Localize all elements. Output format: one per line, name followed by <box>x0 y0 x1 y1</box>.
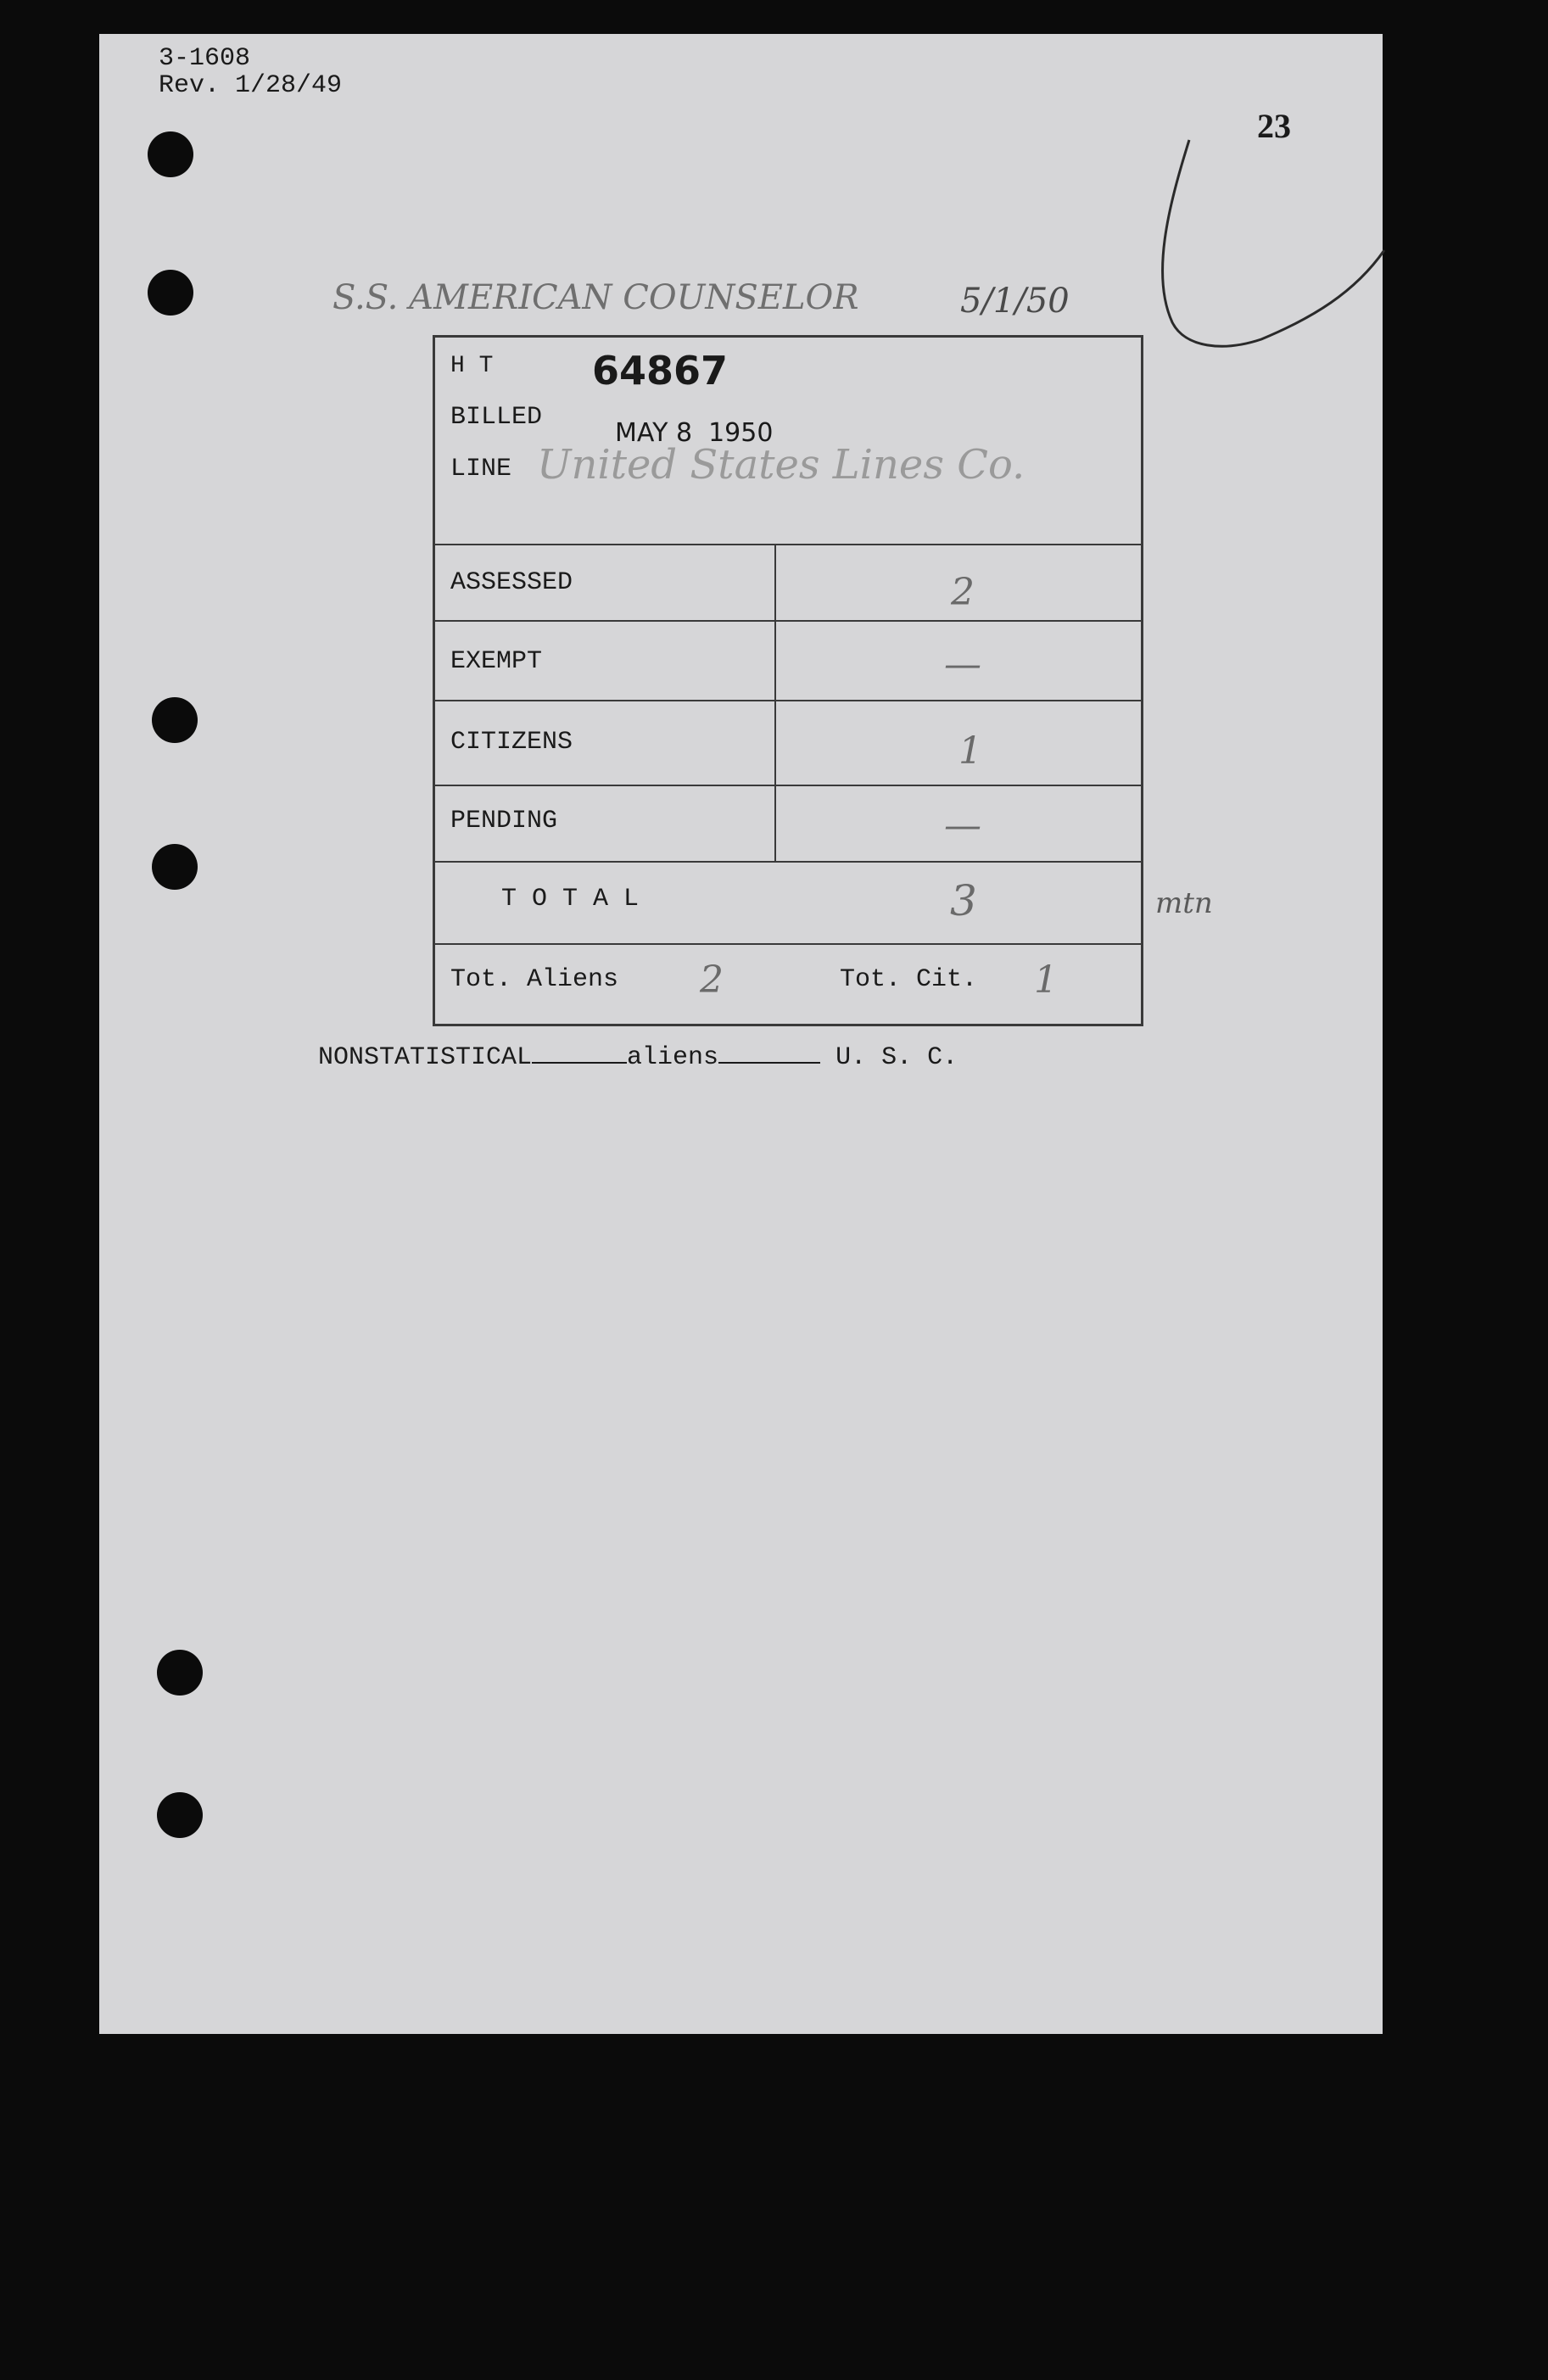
binder-hole <box>152 697 198 743</box>
binder-hole <box>148 270 193 316</box>
usc-label: U. S. C. <box>835 1043 958 1072</box>
line-value: United States Lines Co. <box>537 441 1025 489</box>
row-label-pending: PENDING <box>450 807 558 835</box>
blank-line <box>532 1062 627 1064</box>
ht-number: 64867 <box>592 348 729 394</box>
tot-aliens-value: 2 <box>700 958 724 1002</box>
margin-initials: mtn <box>1155 886 1213 920</box>
binder-hole <box>152 844 198 890</box>
column-divider <box>774 544 776 861</box>
billed-label: BILLED <box>450 403 543 432</box>
document-page <box>99 34 1383 2034</box>
ht-label: H T <box>450 353 494 379</box>
arrival-date: 5/1/50 <box>960 282 1070 321</box>
tot-cit-label: Tot. Cit. <box>840 965 978 994</box>
card-divider <box>435 785 1141 786</box>
form-number: 3-1608 <box>159 44 251 73</box>
blank-line <box>718 1062 820 1064</box>
row-label-assessed: ASSESSED <box>450 568 573 597</box>
row-label-citizens: CITIZENS <box>450 728 573 757</box>
manifest-card <box>433 335 1143 1026</box>
row-value-citizens: 1 <box>958 729 982 773</box>
card-divider <box>435 620 1141 622</box>
nonstatistical-line <box>318 1043 958 1072</box>
billed-date: MAY 8 1950 <box>615 418 774 448</box>
page-number: 23 <box>1257 107 1291 145</box>
row-value-assessed: 2 <box>951 571 975 614</box>
card-divider <box>435 544 1141 545</box>
row-label-exempt: EXEMPT <box>450 647 543 676</box>
binder-hole <box>157 1792 203 1838</box>
vessel-name: S.S. AMERICAN COUNSELOR <box>333 278 859 317</box>
total-value: 3 <box>950 876 977 925</box>
aliens-label: aliens <box>627 1043 719 1072</box>
binder-hole <box>148 131 193 177</box>
form-revision: Rev. 1/28/49 <box>159 71 343 100</box>
total-label: T O T A L <box>501 885 640 913</box>
line-label: LINE <box>450 455 512 483</box>
card-divider <box>435 943 1141 945</box>
card-divider <box>435 861 1141 863</box>
binder-hole <box>157 1650 203 1696</box>
card-divider <box>435 700 1141 701</box>
nonstatistical-label: NONSTATISTICAL <box>318 1043 533 1072</box>
row-value-pending: — <box>944 804 981 847</box>
row-value-exempt: — <box>944 643 981 686</box>
tot-cit-value: 1 <box>1034 958 1058 1002</box>
tot-aliens-label: Tot. Aliens <box>450 965 619 994</box>
